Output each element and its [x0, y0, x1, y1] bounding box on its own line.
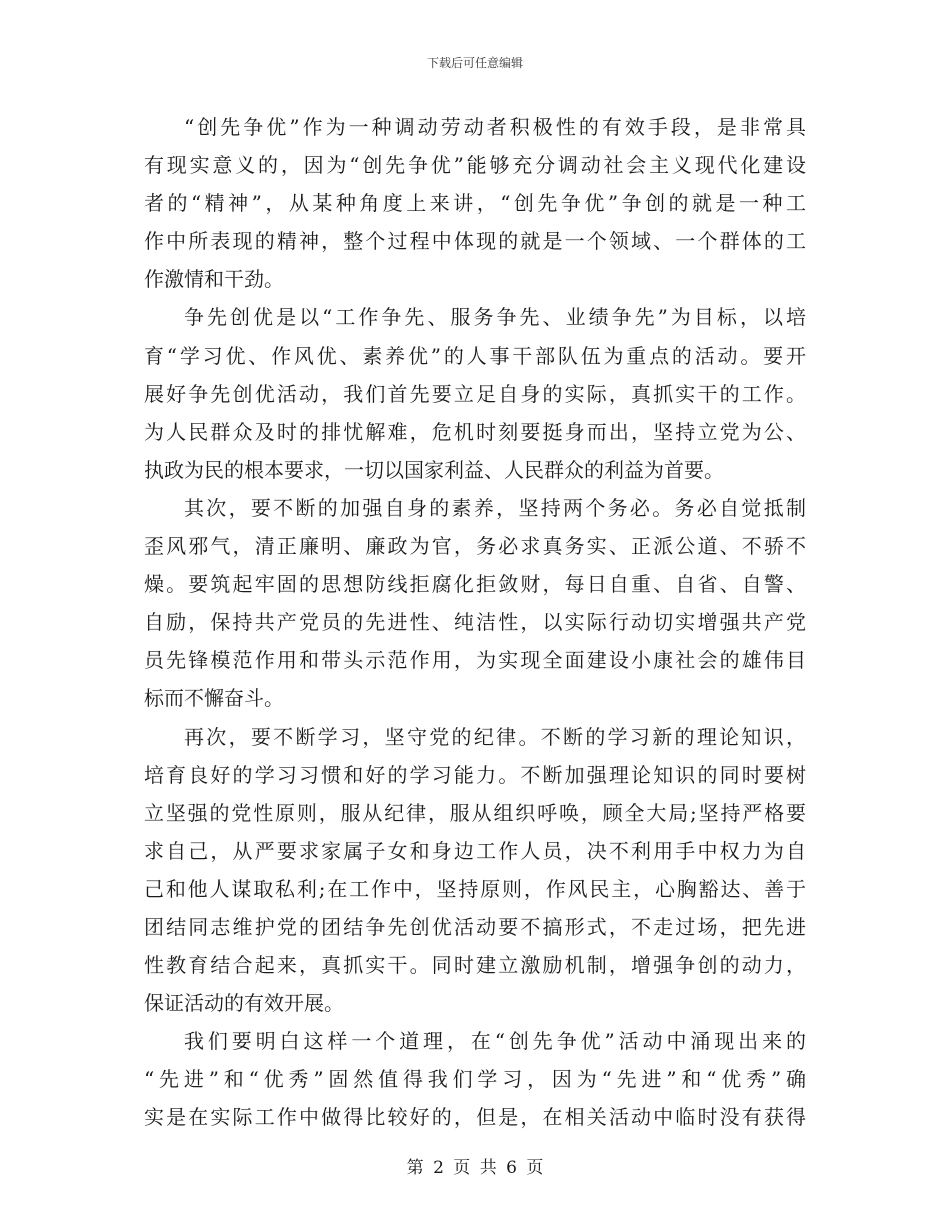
text-line: 者的“精神”，从某种角度上来讲，“创先争优”争创的就是一种工	[144, 191, 806, 216]
text-line: 性教育结合起来，真抓实干。同时建立激励机制，增强争创的动力，	[144, 953, 806, 978]
text-line: 我们要明白这样一个道理，在“创先争优”活动中涌现出来的	[184, 1029, 806, 1054]
page-footer: 第 2 页 共 6 页	[406, 1158, 544, 1178]
text-line: “先进”和“优秀”固然值得我们学习，因为“先进”和“优秀”确	[144, 1067, 806, 1092]
text-line: 团结同志维护党的团结争先创优活动要不搞形式，不走过场，把先进	[144, 914, 806, 939]
text-line: 培育良好的学习习惯和好的学习能力。不断加强理论知识的同时要树	[144, 762, 806, 787]
text-line: 实是在实际工作中做得比较好的，但是，在相关活动中临时没有获得	[144, 1105, 806, 1130]
text-line: 燥。要筑起牢固的思想防线拒腐化拒敛财，每日自重、自省、自警、	[144, 572, 806, 597]
paragraph	[144, 298, 806, 488]
text-line: 员先锋模范作用和带头示范作用，为实现全面建设小康社会的雄伟目	[144, 648, 806, 673]
text-line: 自励，保持共产党员的先进性、纯洁性，以实际行动切实增强共产党	[144, 610, 806, 635]
text-line: 争先创优是以“工作争先、服务争先、业绩争先”为目标，以培	[184, 305, 806, 330]
text-line: 标而不懈奋斗。	[144, 686, 284, 711]
text-line: 作中所表现的精神，整个过程中体现的就是一个领域、一个群体的工	[144, 229, 806, 254]
paragraph	[144, 718, 806, 1023]
text-line: 展好争先创优活动，我们首先要立足自身的实际，真抓实干的工作。	[144, 381, 806, 406]
paragraph	[144, 1022, 806, 1136]
text-line: 执政为民的根本要求，一切以国家利益、人民群众的利益为首要。	[144, 457, 724, 482]
text-line: 歪风邪气，清正廉明、廉政为官，务必求真务实、正派公道、不骄不	[144, 534, 806, 559]
text-line: 再次，要不断学习，坚守党的纪律。不断的学习新的理论知识，	[184, 724, 806, 749]
text-line: 作激情和干劲。	[144, 267, 284, 292]
text-line: 求自己，从严要求家属子女和身边工作人员，决不利用手中权力为自	[144, 838, 806, 863]
text-line: 己和他人谋取私利;在工作中，坚持原则，作风民主，心胸豁达、善于	[144, 876, 806, 901]
text-line: 为人民群众及时的排忧解难，危机时刻要挺身而出，坚持立党为公、	[144, 419, 806, 444]
document-body	[144, 108, 806, 1137]
text-line: 保证活动的有效开展。	[144, 991, 344, 1016]
text-line: 其次，要不断的加强自身的素养，坚持两个务必。务必自觉抵制	[184, 495, 806, 520]
paragraph	[144, 108, 806, 298]
text-line: “创先争优”作为一种调动劳动者积极性的有效手段，是非常具	[184, 115, 806, 139]
text-line: 立坚强的党性原则，服从纪律，服从组织呼唤，顾全大局;坚持严格要	[144, 800, 806, 825]
paragraph	[144, 489, 806, 718]
text-line: 育“学习优、作风优、素养优”的人事干部队伍为重点的活动。要开	[144, 343, 806, 368]
text-line: 有现实意义的，因为“创先争优”能够充分调动社会主义现代化建设	[144, 153, 806, 178]
page-header: 下载后可任意编辑	[426, 56, 523, 70]
